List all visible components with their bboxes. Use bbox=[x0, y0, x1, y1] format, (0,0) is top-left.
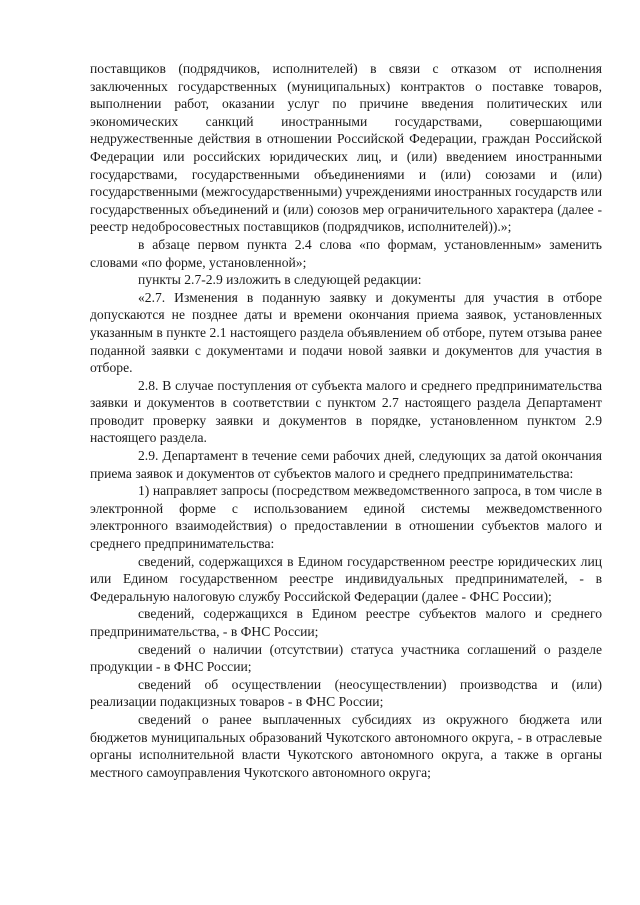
paragraph-prior-subsidies: сведений о ранее выплаченных субсидиях из окружного бюджета или бюджетов муниципальных образований Чукотского автономного округа, - в отраслевые органы исполнительной власти Чукотского автономного округа, а также в органы местного самоуправления Чукотского автономного округа; bbox=[90, 711, 602, 780]
paragraph-2-9-item-1: 1) направляет запросы (посредством межведомственного запроса, в том числе в электронной форме с использованием единой системы межведомственного электронного взаимодействия) о предоставлении в отношении субъектов малого и среднего предпринимательства: bbox=[90, 483, 602, 552]
paragraph-psa-status: сведений о наличии (отсутствии) статуса участника соглашений о разделе продукции - в ФНС России; bbox=[90, 641, 602, 675]
paragraph-egrul-egrip: сведений, содержащихся в Едином государственном реестре юридических лиц или Едином государственном реестре индивидуальных предпринимателей, - в Федеральную налоговую службу Российской Федерации (далее - ФНС России); bbox=[90, 553, 602, 604]
paragraph-2-8: 2.8. В случае поступления от субъекта малого и среднего предпринимательства заявки и документов в соответствии с пунктом 2.7 настоящего раздела Департамент проводит проверку заявки и документов в порядке, установленном пунктом 2.9 настоящего раздела. bbox=[90, 377, 602, 446]
paragraph-excise-goods: сведений об осуществлении (неосуществлении) производства и (или) реализации подакцизных товаров - в ФНС России; bbox=[90, 676, 602, 710]
paragraph-registry-definition: поставщиков (подрядчиков, исполнителей) в связи с отказом от исполнения заключенных государственных (муниципальных) контрактов о поставке товаров, выполнении работ, оказании услуг по причине введения политических или экономических санкций иностранными государствами, совершающими недружественные действия в отношении Российской Федерации, граждан Российской Федерации или российских юридических лиц, и (или) введением иностранными государствами, государственными объединениями и (или) союзами и (или) государственными (межгосударственными) учреждениями иностранных государств или государственных объединений и (или) союзов мер ограничительного характера (далее - реестр недобросовестных поставщиков (подрядчиков, исполнителей)).»; bbox=[90, 61, 602, 235]
paragraph-2-7: «2.7. Изменения в поданную заявку и документы для участия в отборе допускаются не позднее даты и времени окончания приема заявок, установленных указанным в пункте 2.1 настоящего раздела объявлением об отборе, путем отзыва ранее поданной заявки с документами и подачи новой заявки и документов для участия в отборе. bbox=[90, 289, 602, 376]
paragraph-sme-registry: сведений, содержащихся в Едином реестре субъектов малого и среднего предпринимательства, - в ФНС России; bbox=[90, 606, 602, 639]
document-page bbox=[90, 60, 602, 781]
paragraph-2-9: 2.9. Департамент в течение семи рабочих дней, следующих за датой окончания приема заявок и документов от субъектов малого и среднего предпринимательства: bbox=[90, 448, 602, 481]
paragraph-restate-2-7-2-9: пункты 2.7-2.9 изложить в следующей редакции: bbox=[138, 272, 422, 288]
paragraph-amend-2-4: в абзаце первом пункта 2.4 слова «по формам, установленным» заменить словами «по форме, установленной»; bbox=[90, 236, 602, 270]
